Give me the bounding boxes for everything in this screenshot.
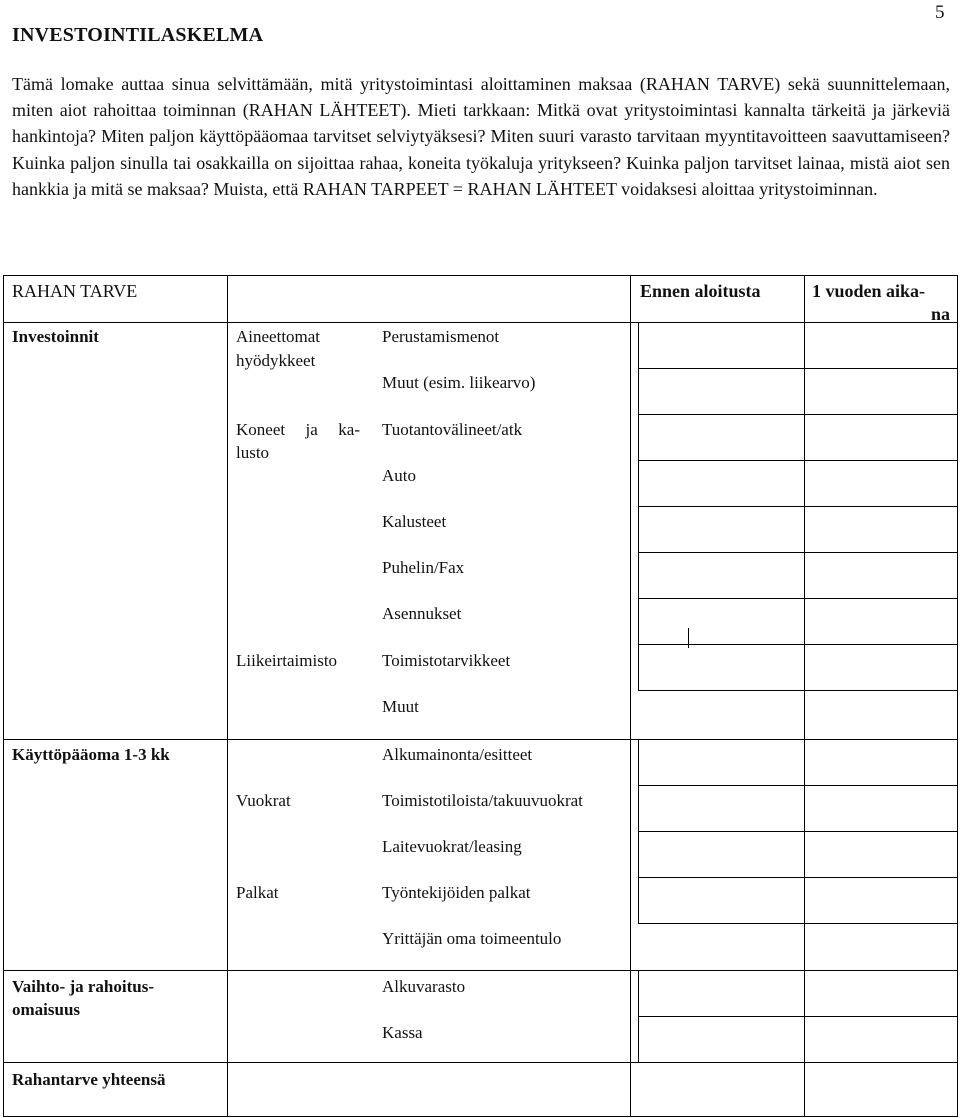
item-office-rent-deposit: Toimistotiloista/takuuvuokrat [382, 791, 583, 810]
header-first-year-line1: 1 vuoden aika- [812, 281, 926, 301]
amount-box-row-9 [638, 785, 958, 786]
header-before-start: Ennen aloitusta [640, 281, 761, 301]
total-row-separator [3, 1062, 958, 1063]
year-column-divider [804, 275, 805, 1117]
amount-box-column-left-3 [638, 970, 639, 1062]
group-machines-line2: lusto [236, 443, 270, 462]
table-bottom-border [3, 1116, 958, 1117]
item-employee-salaries: Työntekijöiden palkat [382, 883, 531, 902]
item-phone-fax: Puhelin/Fax [382, 558, 465, 577]
amount-box-row-13 [638, 1016, 958, 1017]
item-other-goodwill: Muut (esim. liikearvo) [382, 373, 536, 392]
amount-box-column-left-2 [638, 739, 639, 923]
group-salaries: Palkat [236, 883, 279, 902]
document-title: INVESTOINTILASKELMA [12, 24, 264, 46]
amount-box-row-7 [638, 644, 958, 645]
items-column-divider [630, 275, 631, 1117]
item-entrepreneur-living: Yrittäjän oma toimeentulo [382, 929, 562, 948]
item-founding-costs: Perustamismenot [382, 327, 500, 346]
group-business-premises: Liikeirtaimisto [236, 651, 338, 670]
group-intangible-line2: hyödykkeet [236, 351, 316, 370]
stray-mark [688, 628, 689, 648]
page-number: 5 [935, 2, 945, 23]
section-total: Rahantarve yhteensä [12, 1070, 166, 1089]
item-initial-stock: Alkuvarasto [382, 977, 466, 996]
amount-box-row-4 [638, 506, 958, 507]
section-working-capital: Käyttöpääoma 1-3 kk [12, 745, 170, 764]
amount-box-row-2 [638, 414, 958, 415]
item-car: Auto [382, 466, 416, 485]
section-current-assets-line1: Vaihto- ja rahoitus- [12, 977, 154, 996]
item-advertising: Alkumainonta/esitteet [382, 745, 533, 764]
item-production-equipment: Tuotantovälineet/atk [382, 420, 523, 439]
table-top-border [3, 275, 958, 276]
section-current-assets-line2: omaisuus [12, 1000, 81, 1019]
section-column-divider [227, 275, 228, 1117]
item-installations: Asennukset [382, 604, 462, 623]
amount-box-row-1 [638, 368, 958, 369]
amount-box-row-5 [638, 552, 958, 553]
amount-box-left-2 [638, 368, 639, 414]
amount-box-row-10 [638, 831, 958, 832]
amount-box-row-6 [638, 598, 958, 599]
table-right-border [957, 275, 958, 1117]
item-equipment-leasing: Laitevuokrat/leasing [382, 837, 522, 856]
current-assets-row-separator [3, 970, 958, 971]
group-rents: Vuokrat [236, 791, 291, 810]
working-capital-row-separator [3, 739, 958, 740]
amount-box-row-12 [638, 923, 958, 924]
amount-box-row-11 [638, 877, 958, 878]
table-left-border [3, 275, 4, 1117]
amount-box-column-left [638, 414, 639, 690]
amount-box-left-1 [638, 322, 639, 368]
header-rahan-tarve: RAHAN TARVE [12, 281, 138, 301]
group-machines-line1: Koneet ja ka- [236, 420, 360, 439]
header-first-year-line2: na [930, 304, 950, 324]
group-intangible-line1: Aineettomat [236, 327, 321, 346]
section-investments: Investoinnit [12, 327, 99, 346]
item-office-supplies: Toimistotarvikkeet [382, 651, 511, 670]
amount-box-row-3 [638, 460, 958, 461]
intro-paragraph: Tämä lomake auttaa sinua selvittämään, mitä yritystoimintasi aloittaminen maksaa (RAHAN TARVE) sekä suunnittelemaan, miten aiot rahoittaa toiminnan (RAHAN LÄHTEET). Mieti tarkkaan: Mitkä ovat yritystoimintasi kannalta tärkeitä ja järkeviä hankintoja? Miten paljon käyttöpääomaa tarvitset selviytyäksesi? Miten suuri varasto tarvitaan myyntitavoitteen saavuttamiseen? Kuinka paljon sinulla tai osakkailla on sijoittaa rahaa, koneita työkaluja yritykseen? Kuinka paljon tarvitset lainaa, mistä aiot sen hankkia ja mitä se maksaa? Muista, että RAHAN TARPEET = RAHAN LÄHTEET voidaksesi aloittaa yritystoiminnan. [12, 74, 950, 199]
amount-box-row-8 [638, 690, 958, 691]
item-other: Muut [382, 697, 419, 716]
item-furniture: Kalusteet [382, 512, 447, 531]
item-cash: Kassa [382, 1023, 423, 1042]
